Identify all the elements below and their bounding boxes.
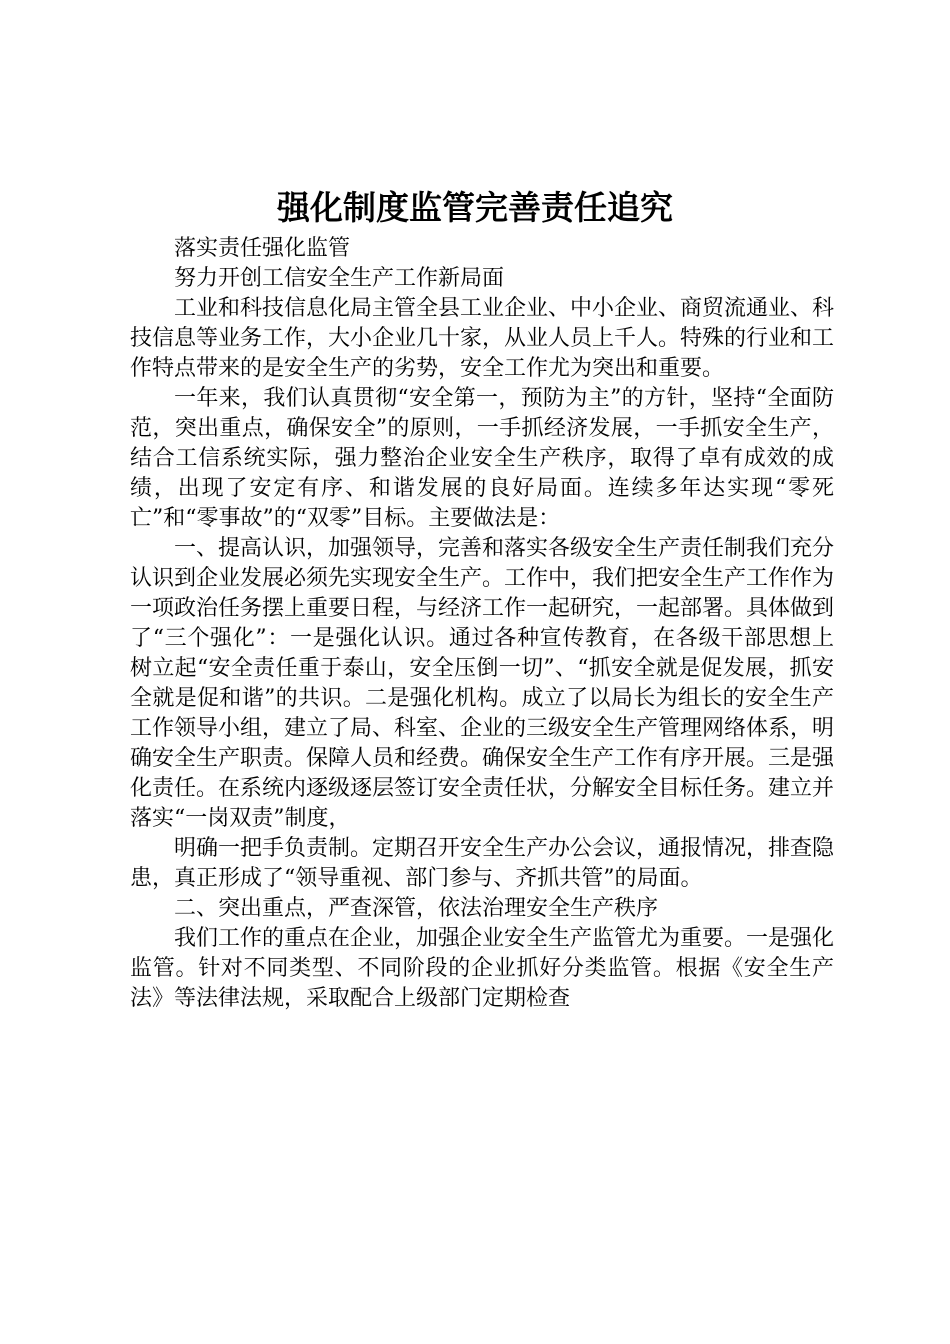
body-paragraph: 我们工作的重点在企业，加强企业安全生产监管尤为重要。一是强化监管。针对不同类型、不同阶段的企业抓好分类监管。根据《安全生产法》等法律法规，采取配合上级部门定期检查 bbox=[130, 926, 835, 1011]
body-paragraph: 一年来，我们认真贯彻“安全第一，预防为主”的方针，坚持“全面防范，突出重点，确保安全”的原则，一手抓经济发展，一手抓安全生产，结合工信系统实际，强力整治企业安全生产秩序，取得了卓有成效的成绩，出现了安定有序、和谐发展的良好局面。连续多年达实现“零死亡”和“零事故”的“双零”目标。主要做法是： bbox=[130, 386, 834, 531]
body-paragraph: 落实责任强化监管 bbox=[174, 236, 351, 261]
body-paragraph: 工业和科技信息化局主管全县工业企业、中小企业、商贸流通业、科技信息等业务工作，大小企业几十家，从业人员上千人。特殊的行业和工作特点带来的是安全生产的劣势，安全工作尤为突出和重要。 bbox=[130, 296, 835, 381]
body-paragraph: 明确一把手负责制。定期召开安全生产办公会议，通报情况，排查隐患，真正形成了“领导重视、部门参与、齐抓共管”的局面。 bbox=[130, 836, 835, 891]
body-paragraph: 努力开创工信安全生产工作新局面 bbox=[174, 266, 505, 291]
body-paragraph: 一、提高认识，加强领导，完善和落实各级安全生产责任制我们充分认识到企业发展必须先实现安全生产。工作中，我们把安全生产工作作为一项政治任务摆上重要日程，与经济工作一起研究，一起部署。具体做到了“三个强化”：一是强化认识。通过各种宣传教育，在各级干部思想上树立起“安全责任重于泰山，安全压倒一切”、“抓安全就是促发展，抓安全就是促和谐”的共识。二是强化机构。成立了以局长为组长的安全生产工作领导小组，建立了局、科室、企业的三级安全生产管理网络体系，明确安全生产职责。保障人员和经费。确保安全生产工作有序开展。三是强化责任。在系统内逐级逐层签订安全责任状，分解安全目标任务。建立并落实“一岗双责”制度， bbox=[130, 536, 835, 831]
body-paragraph: 二、突出重点，严查深管，依法治理安全生产秩序 bbox=[174, 896, 659, 921]
document-body bbox=[130, 234, 834, 1014]
document-title: 强化制度监管完善责任追究 bbox=[277, 188, 673, 227]
